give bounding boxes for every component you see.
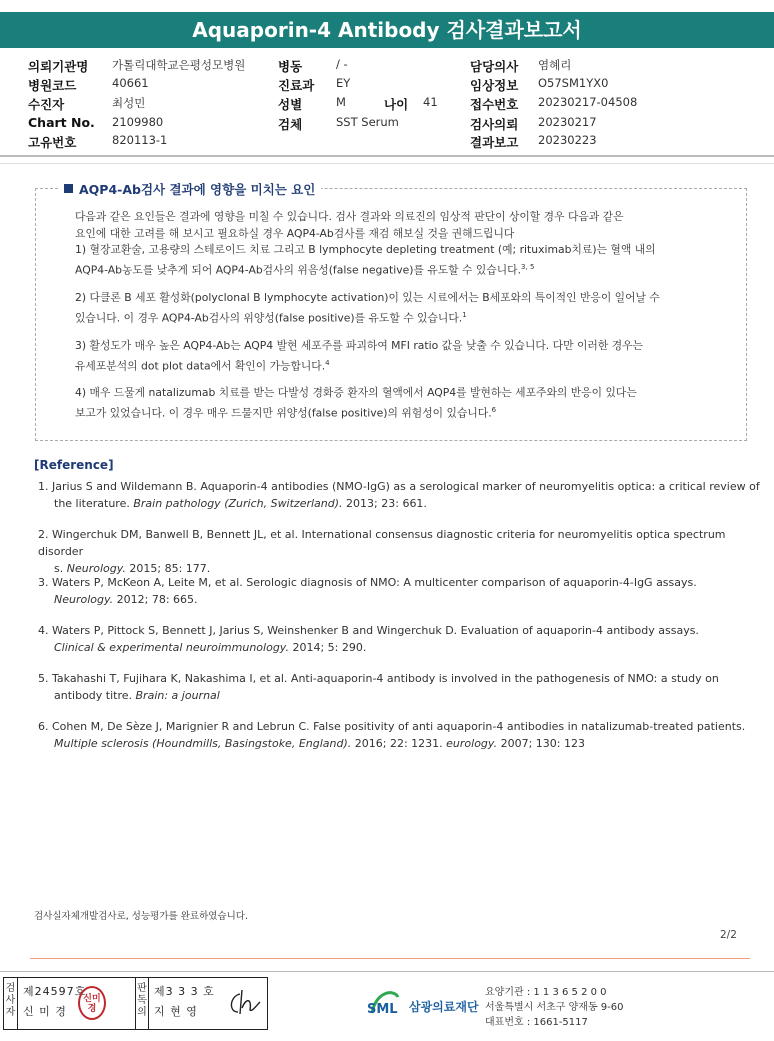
request-label: 검사의뢰 <box>470 117 519 132</box>
signature-box <box>3 977 268 1030</box>
lab-info <box>485 985 624 1030</box>
specimen-value: SST Serum <box>336 115 399 129</box>
seal-stamp-icon: 신미 경 <box>78 986 106 1020</box>
validation-footnote: 검사실자체개발검사로, 성능평가를 완료하였습니다. <box>34 911 248 922</box>
footer-divider <box>30 958 750 959</box>
age-value: 41 <box>423 95 438 109</box>
factors-title: AQP4-Ab검사 결과에 영향을 미치는 요인 <box>58 180 321 198</box>
reference-item-3: 3. Waters P, McKeon A, Leite M, et al. Serologic diagnosis of NMO: A multicenter comparison of aquaporin-4-IgG assays. Neurology. 2012; 78: 665. <box>38 576 697 606</box>
sex-label: 성별 <box>278 97 303 112</box>
chart-label: Chart No. <box>28 115 95 130</box>
patient-value: 최성민 <box>112 96 146 110</box>
accession-label: 접수번호 <box>470 97 519 112</box>
doctor-value: 염혜리 <box>538 58 572 72</box>
tester-name: 신 미 경 <box>23 1005 67 1018</box>
reference-item-6: 6. Cohen M, De Sèze J, Marignier R and Lebrun C. False positivity of anti aquaporin-4 antibodies in natalizumab-treated patients. Multiple sclerosis (Houndmills, Basingstoke, England). 2016; 22: 1231. eurology. 2007; 130: 123 <box>38 720 746 750</box>
age-label: 나이 <box>384 97 409 112</box>
doctor-label: 담당의사 <box>470 59 519 74</box>
lab-address: 서울특별시 서초구 양재동 9-60 <box>485 1002 624 1013</box>
report-date-label: 결과보고 <box>470 135 519 150</box>
clinical-value: O57SM1YX0 <box>538 76 609 90</box>
hospital-code-label: 병원코드 <box>28 78 77 93</box>
clinical-label: 임상정보 <box>470 78 519 93</box>
reference-item-2: 2. Wingerchuk DM, Banwell B, Bennett JL, et al. International consensus diagnostic criteria for neuromyelitis optica spectrum disorder s. Neurology. 2015; 85: 177. <box>38 528 726 575</box>
tester-license-number: 제24597호 <box>23 985 87 998</box>
patient-label: 수진자 <box>28 97 65 112</box>
reviewer-name: 지 현 영 <box>154 1005 198 1018</box>
specimen-label: 검체 <box>278 117 303 132</box>
square-bullet-icon <box>64 184 73 193</box>
tester-label: 검 사 자 <box>4 978 18 1029</box>
reference-item-1: 1. Jarius S and Wildemann B. Aquaporin-4 antibodies (NMO-IgG) as a serological marker of neuromyelitis optica: a critical review of the literature. Brain pathology (Zurich, Switzerland). 2013; 23: 661. <box>38 480 760 510</box>
handwritten-signature <box>226 988 262 1018</box>
sml-logo-icon <box>366 985 402 1025</box>
footer-divider-gray <box>0 971 774 972</box>
ward-value: / - <box>336 57 348 71</box>
report-date-value: 20230223 <box>538 133 597 147</box>
institution-value: 가톨릭대학교은평성모병원 <box>112 58 246 72</box>
lab-institution-code: 요양기관 : 1 1 3 6 5 2 0 0 <box>485 987 607 998</box>
reviewer-label: 판 독 의 <box>135 978 149 1029</box>
request-value: 20230217 <box>538 115 597 129</box>
factors-intro: 다음과 같은 요인들은 결과에 영향을 미칠 수 있습니다. 검사 결과와 의료진의 임상적 판단이 상이할 경우 다음과 같은 요인에 대한 고려를 해 보시고 필요하실 경우 AQP4-Ab검사를 재검 해보실 것을 권해드립니다 1) 혈장교환술, 고용량의 스테로이드 치료 그리고 B lymphocyte depleting treatment (예; rituximab치료)는 혈액 내의 AQP4-Ab농도를 낮추게 되어 AQP4-Ab검사의 위음성(false negative)를 유도할 수 있습니다.$^{3, 5}$ <box>75 210 656 277</box>
reference-item-5: 5. Takahashi T, Fujihara K, Nakashima I, et al. Anti-aquaporin-4 antibody is involved in the pathogenesis of NMO: a study on antibody titre. Brain: a journal <box>38 672 719 702</box>
id-value: 820113-1 <box>112 133 168 147</box>
institution-label: 의뢰기관명 <box>28 59 89 74</box>
tester-info <box>19 978 134 1029</box>
accession-value: 20230217-04508 <box>538 95 638 109</box>
chart-value: 2109980 <box>112 115 164 129</box>
lab-name: 삼광의료재단 <box>409 1000 479 1014</box>
sex-value: M <box>336 95 346 109</box>
header-divider-thin <box>0 163 774 164</box>
lab-phone: 대표번호 : 1661-5117 <box>485 1017 588 1028</box>
reference-heading: [Reference] <box>34 458 114 472</box>
hospital-code-value: 40661 <box>112 76 149 90</box>
factor-4: 4) 매우 드물게 natalizumab 치료를 받는 다발성 경화증 환자의 혈액에서 AQP4를 발현하는 세포주와의 반응이 있다는 보고가 있었습니다. 이 경우 매우 드물지만 위양성(false positive)의 위험성이 있습니다.$^6$ <box>75 386 637 420</box>
ward-label: 병동 <box>278 59 303 74</box>
reviewer-license-number: 제3 3 3 호 <box>154 985 215 998</box>
patient-info <box>0 52 774 152</box>
report-title: Aquaporin-4 Antibody 검사결과보고서 <box>0 12 774 48</box>
dept-value: EY <box>336 76 351 90</box>
factor-2: 2) 다클론 B 세포 활성화(polyclonal B lymphocyte activation)이 있는 시료에서는 B세포와의 특이적인 반응이 일어날 수 있습니다. 이 경우 AQP4-Ab검사의 위양성(false positive)를 유도할 수 있습니다.$^1$ <box>75 291 660 325</box>
dept-label: 진료과 <box>278 78 315 93</box>
svg-text:SML: SML <box>367 1002 398 1017</box>
header-divider <box>0 155 774 157</box>
reference-item-4: 4. Waters P, Pittock S, Bennett J, Jarius S, Weinshenker B and Wingerchuk D. Evaluation of aquaporin-4 antibody assays. Clinical & experimental neuroimmunology. 2014; 5: 290. <box>38 624 699 654</box>
page-number: 2/2 <box>720 929 737 941</box>
factor-3: 3) 활성도가 매우 높은 AQP4-Ab는 AQP4 발현 세포주를 파괴하여 MFI ratio 값을 낮출 수 있습니다. 다만 이러한 경우는 유세포분석의 dot plot data에서 확인이 가능합니다.$^4$ <box>75 339 643 373</box>
id-label: 고유번호 <box>28 135 77 150</box>
